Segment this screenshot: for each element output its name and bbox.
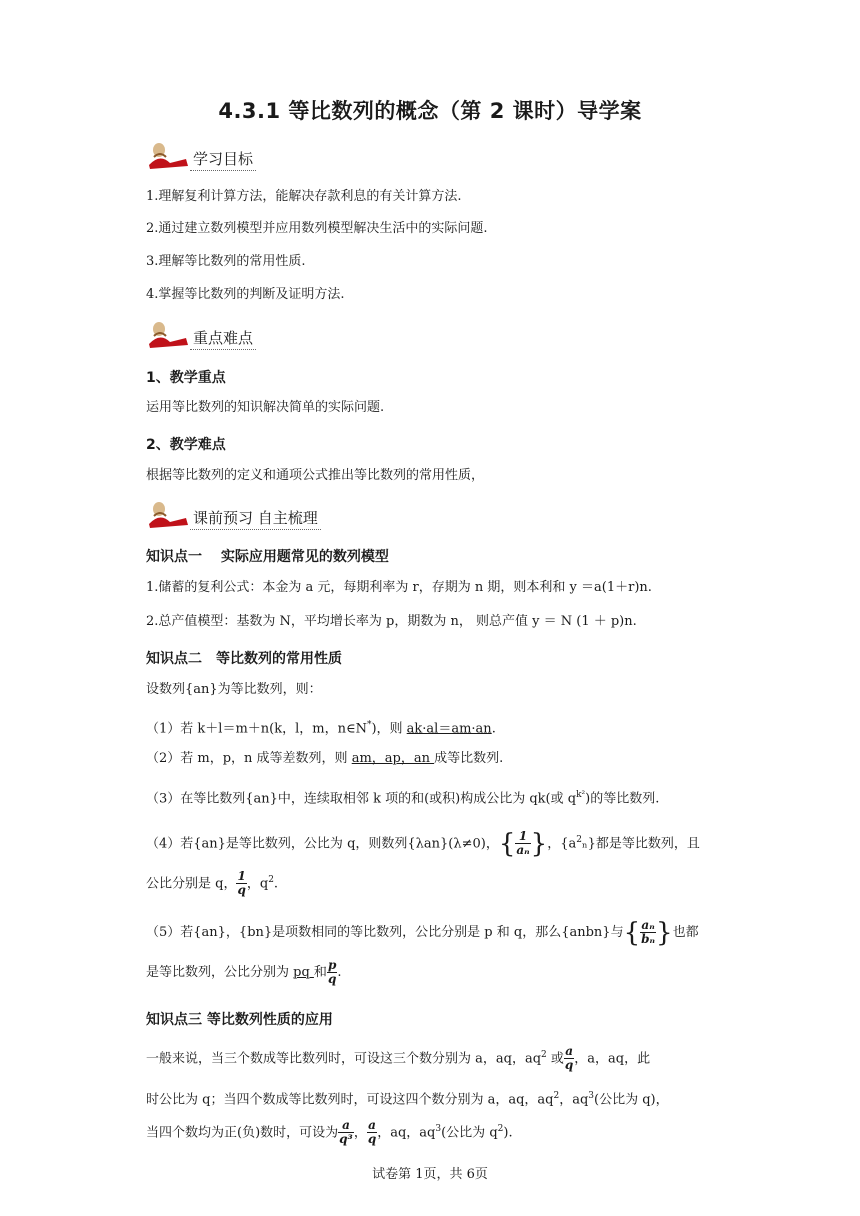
section-logo-icon (146, 320, 190, 350)
section-header-key (146, 322, 256, 350)
total-output-model: 2.总产值模型：基数为 N，平均增长率为 p，期数为 n， 则总产值 y ＝ N (1 ＋ p)n. (146, 614, 637, 629)
fraction-one-over-an: $\frac{1}{\text{aₙ}}$ (516, 829, 530, 858)
goal-item-3: 3.理解等比数列的常用性质. (146, 254, 306, 269)
page-title: 4.3.1 等比数列的概念（第 2 课时）导学案 (218, 99, 642, 123)
knowledge-point-2-heading: 知识点二 等比数列的常用性质 (146, 651, 342, 667)
fraction-one-over-q: $\frac{1}{q}$ (237, 869, 246, 898)
property-1: （1）若 k＋l＝m＋n(k，l，m，n∈N*)，则 ak·al＝am·an. (146, 720, 496, 737)
property-5: （5）若{an}，{bn}是项数相同的等比数列，公比分别是 p 和 q，那么{anbn}与{ $\frac{\text{aₙ}}{\text{bₙ}}$ }也都 (146, 917, 699, 948)
section-header-preview (146, 502, 321, 530)
application-line-1: 一般来说，当三个数成等比数列时，可设这三个数分别为 a，aq，$aq^2$ 或 $\frac{a}{q}$ ，a，aq，此 (146, 1044, 651, 1073)
compound-interest-formula: 1.储蓄的复利公式：本金为 a 元，每期利率为 r，存期为 n 期，则本利和 y ＝a(1＋r)n. (146, 580, 652, 595)
fraction-a-over-q3: $\frac{a}{\text{q³}}$ (339, 1118, 353, 1147)
property-2: （2）若 m，p，n 成等差数列，则 am，ap，an 成等比数列. (146, 751, 504, 766)
fraction-a-over-q-2: $\frac{a}{q}$ (367, 1118, 377, 1147)
property-4-ratios: 公比分别是 q， $\frac{1}{q}$ ，$q^2$. (146, 869, 279, 898)
heading-teaching-difficulty: 2、教学难点 (146, 437, 226, 453)
teaching-focus-text: 运用等比数列的知识解决简单的实际问题. (146, 400, 385, 415)
property-3: （3）在等比数列{an}中，连续取相邻 k 项的和(或积)构成公比为 qk(或 $q^{k^2}$)的等比数列. (146, 790, 660, 807)
knowledge-point-3-heading: 知识点三 等比数列性质的应用 (146, 1012, 333, 1028)
section-title-key: 重点难点 (190, 327, 256, 350)
property-intro: 设数列{an}为等比数列，则： (146, 682, 322, 697)
teaching-difficulty-text: 根据等比数列的定义和通项公式推出等比数列的常用性质， (146, 468, 485, 483)
section-logo-icon (146, 141, 190, 171)
page-footer: 试卷第 1页，共 6页 (372, 1167, 488, 1182)
section-title-preview: 课前预习 自主梳理 (190, 507, 321, 530)
application-line-3: 当四个数均为正(负)数时，可设为 $\frac{a}{\text{q³}}$ ， $\frac{a}{q}$ ，aq，$aq^3$(公比为 $q^2$). (146, 1118, 513, 1147)
property-4: （4）若{an}是等比数列，公比为 q，则数列{λan}(λ≠0)，{ $\frac{1}{\text{aₙ}}$ }，$\{a^2_n\}$都是等比数列，且 (146, 828, 700, 859)
fraction-p-over-q: $\frac{p}{q}$ (327, 958, 337, 986)
application-line-2: 时公比为 q；当四个数成等比数列时，可设这四个数分别为 a，aq，$aq^2$，$aq^3$(公比为 q)， (146, 1091, 669, 1108)
knowledge-point-1-heading: 知识点一 实际应用题常见的数列模型 (146, 549, 389, 565)
goal-item-2: 2.通过建立数列模型并应用数列模型解决生活中的实际问题. (146, 221, 488, 236)
property-5-ratios: 是等比数列，公比分别为 pq 和 $\frac{p}{q}$ . (146, 958, 342, 986)
section-logo-icon (146, 500, 190, 530)
section-title-goals: 学习目标 (190, 148, 256, 171)
goal-item-1: 1.理解复利计算方法，能解决存款利息的有关计算方法. (146, 189, 462, 204)
fraction-a-over-q: $\frac{a}{q}$ (564, 1044, 574, 1073)
section-header-goals (146, 143, 256, 171)
goal-item-4: 4.掌握等比数列的判断及证明方法. (146, 287, 345, 302)
heading-teaching-focus: 1、教学重点 (146, 370, 226, 386)
fraction-an-over-bn: $\frac{\text{aₙ}}{\text{bₙ}}$ (641, 918, 656, 946)
